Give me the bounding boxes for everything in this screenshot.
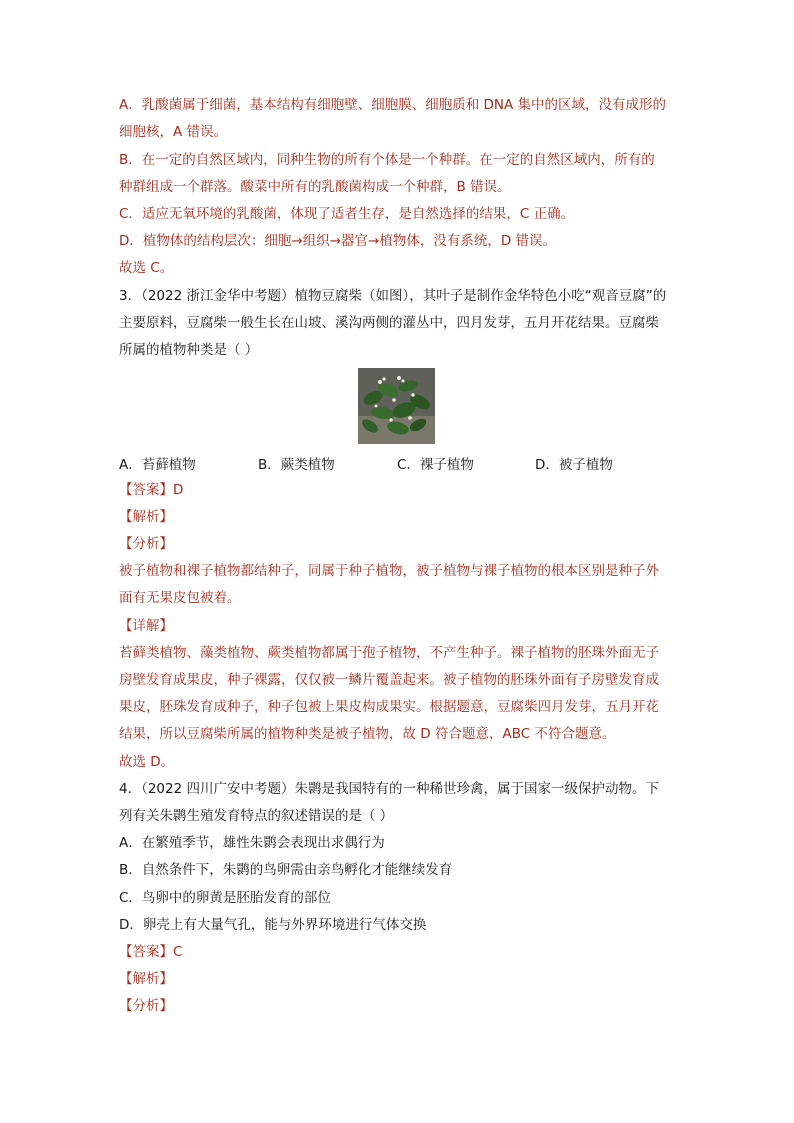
q4-option-d: D．卵壳上有大量气孔，能与外界环境进行气体交换 bbox=[119, 917, 427, 933]
q3-answer: 【答案】D bbox=[119, 482, 184, 498]
q4-stem-line1: 4．（2022 四川广安中考题）朱鹮是我国特有的一种稀世珍禽，属于国家一级保护动物。下 bbox=[119, 781, 659, 797]
q4-option-b: B．自然条件下，朱鹮的鸟卵需由亲鸟孵化才能继续发育 bbox=[119, 862, 453, 878]
q3-option-b: B．蕨类植物 bbox=[258, 457, 335, 473]
q4-option-a: A．在繁殖季节，雄性朱鹮会表现出求偶行为 bbox=[119, 835, 385, 851]
analysis-choice: 故选 C。 bbox=[119, 260, 174, 276]
q3-options bbox=[119, 453, 679, 471]
q3-stem-line3: 所属的植物种类是（ ） bbox=[119, 342, 259, 358]
analysis-a-line1: A．乳酸菌属于细菌，基本结构有细胞壁、细胞膜、细胞质和 DNA 集中的区域，没有成形的 bbox=[119, 97, 667, 113]
q3-detail-line3: 果皮，胚珠发育成种子，种子包被上果皮构成果实。根据题意，豆腐柴四月发芽，五月开花 bbox=[119, 699, 659, 715]
q3-stem-line1: 3．（2022 浙江金华中考题）植物豆腐柴（如图），其叶子是制作金华特色小吃“观音豆腐”的 bbox=[119, 288, 667, 304]
analysis-b-line2: 种群组成一个群落。酸菜中所有的乳酸菌构成一个种群，B 错误。 bbox=[119, 179, 511, 195]
q4-fenxi-label: 【分析】 bbox=[119, 998, 173, 1014]
q4-option-c: C．鸟卵中的卵黄是胚胎发育的部位 bbox=[119, 890, 331, 906]
q4-answer: 【答案】C bbox=[119, 944, 183, 960]
analysis-b-line1: B．在一定的自然区域内，同种生物的所有个体是一个种群。在一定的自然区域内，所有的 bbox=[119, 152, 655, 168]
q4-stem-line2: 列有关朱鹮生殖发育特点的叙述错误的是（ ） bbox=[119, 808, 394, 824]
tofu-plant-image bbox=[358, 368, 435, 444]
analysis-d-line: D．植物体的结构层次：细胞→组织→器官→植物体，没有系统，D 错误。 bbox=[119, 233, 557, 249]
q3-choice: 故选 D。 bbox=[119, 754, 175, 770]
q3-fenxi-line2: 面有无果皮包被着。 bbox=[119, 590, 241, 606]
q3-stem-line2: 主要原料，豆腐柴一般生长在山坡、溪沟两侧的灌丛中，四月发芽，五月开花结果。豆腐柴 bbox=[119, 315, 659, 331]
analysis-c-line: C．适应无氧环境的乳酸菌，体现了适者生存，是自然选择的结果，C 正确。 bbox=[119, 206, 575, 222]
q3-detail-line1: 苔藓类植物、藻类植物、蕨类植物都属于孢子植物，不产生种子。裸子植物的胚珠外面无子 bbox=[119, 645, 659, 661]
q3-detail-line4: 结果，所以豆腐柴所属的植物种类是被子植物，故 D 符合题意，ABC 不符合题意。 bbox=[119, 726, 616, 742]
q3-fenxi-line1: 被子植物和裸子植物都结种子，同属于种子植物，被子植物与裸子植物的根本区别是种子外 bbox=[119, 563, 659, 579]
q3-option-a: A．苔藓植物 bbox=[119, 457, 196, 473]
q3-jiexi-label: 【解析】 bbox=[119, 509, 173, 525]
q3-fenxi-label: 【分析】 bbox=[119, 536, 173, 552]
plant-photo bbox=[358, 368, 435, 444]
analysis-a-line2: 细胞核，A 错误。 bbox=[119, 124, 228, 140]
q3-option-c: C．裸子植物 bbox=[397, 457, 474, 473]
q3-detail-line2: 房壁发育成果皮，种子裸露，仅仅被一鳞片覆盖起来。被子植物的胚珠外面有子房壁发育成 bbox=[119, 672, 659, 688]
q3-option-d: D．被子植物 bbox=[535, 457, 613, 473]
q3-xiangjie-label: 【详解】 bbox=[119, 618, 173, 634]
q4-jiexi-label: 【解析】 bbox=[119, 971, 173, 987]
